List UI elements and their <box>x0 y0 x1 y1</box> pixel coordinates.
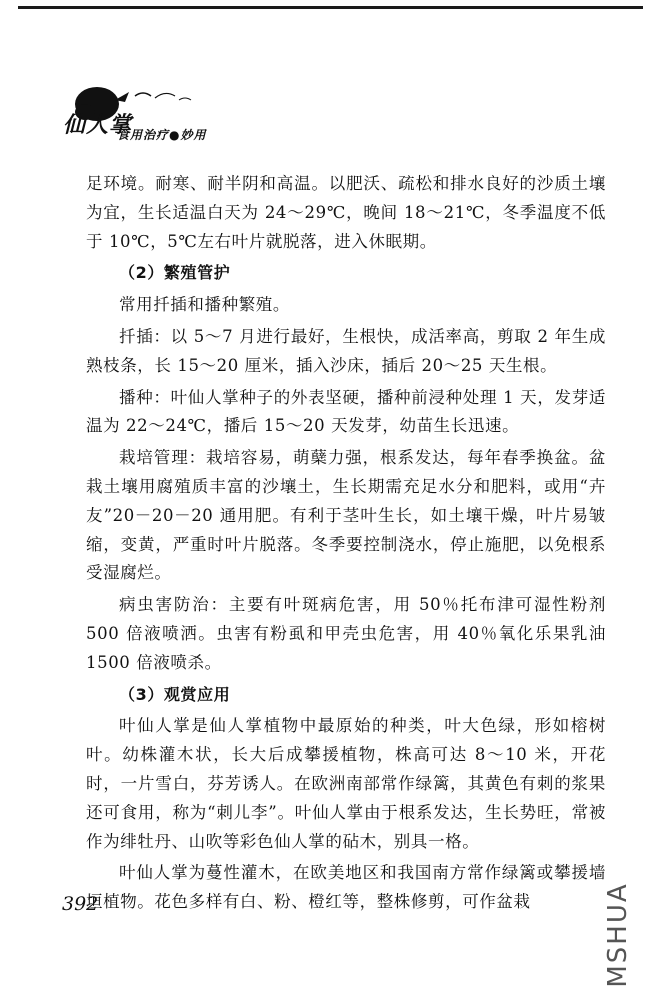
paragraph-continued: 足环境。耐寒、耐半阴和高温。以肥沃、疏松和排水良好的沙质土壤为宜，生长适温白天为 24～29℃，晚间 18～21℃，冬季温度不低于 10℃，5℃左右叶片就脱落，进入休眠期。 <box>86 174 606 251</box>
section-heading-propagation: （2）繁殖管护 <box>119 263 231 283</box>
paragraph-ornamental-2: 叶仙人掌为蔓性灌木，在欧美地区和我国南方常作绿篱或攀援墙垣植物。花色多样有白、粉、橙红等，整株修剪，可作盆栽 <box>86 863 606 912</box>
page-body <box>86 170 606 920</box>
paragraph-sowing: 播种：叶仙人掌种子的外表坚硬，播种前浸种处理 1 天，发芽适温为 22～24℃，播后 15～20 天发芽，幼苗生长迅速。 <box>86 387 606 436</box>
top-rule <box>18 6 643 9</box>
header-title: 仙人掌 <box>63 112 133 138</box>
paragraph-cultivation: 栽培管理：栽培容易，萌蘖力强，根系发达，每年春季换盆。盆栽土壤用腐殖质丰富的沙壤土，生长期需充足水分和肥料，或用“卉友”20－20－20 通用肥。有利于茎叶生长，如土壤干燥，叶片易皱缩，变黄，严重时叶片脱落。冬季要控制浇水，停止施肥，以免根系受湿腐烂。 <box>86 448 606 583</box>
paragraph-pest-control: 病虫害防治：主要有叶斑病危害，用 50％托布津可湿性粉剂 500 倍液喷洒。虫害有粉虱和甲壳虫危害，用 40％氧化乐果乳油 1500 倍液喷杀。 <box>86 595 606 672</box>
header-subtitle: 食用治疗●妙用 <box>117 128 207 142</box>
paragraph-ornamental-1: 叶仙人掌是仙人掌植物中最原始的种类，叶大色绿，形如榕树叶。幼株灌木状，长大后成攀援植物，株高可达 8～10 米，开花时，一片雪白，芬芳诱人。在欧洲南部常作绿篱，其黄色有刺的浆果还可食用，称为“刺儿李”。叶仙人掌由于根系发达，生长势旺，常被作为绯牡丹、山吹等彩色仙人掌的砧木，别具一格。 <box>86 716 606 851</box>
paragraph-propagation-intro: 常用扦插和播种繁殖。 <box>119 295 290 315</box>
watermark <box>598 880 638 990</box>
watermark-text: MSHUA <box>603 882 633 988</box>
section-heading-ornamental: （3）观赏应用 <box>119 684 231 704</box>
paragraph-cuttings: 扦插：以 5～7 月进行最好，生根快，成活率高，剪取 2 年生成熟枝条，长 15～20 厘米，插入沙床，插后 20～25 天生根。 <box>86 326 606 375</box>
running-header <box>55 82 255 152</box>
page-number: 392 <box>62 893 99 915</box>
